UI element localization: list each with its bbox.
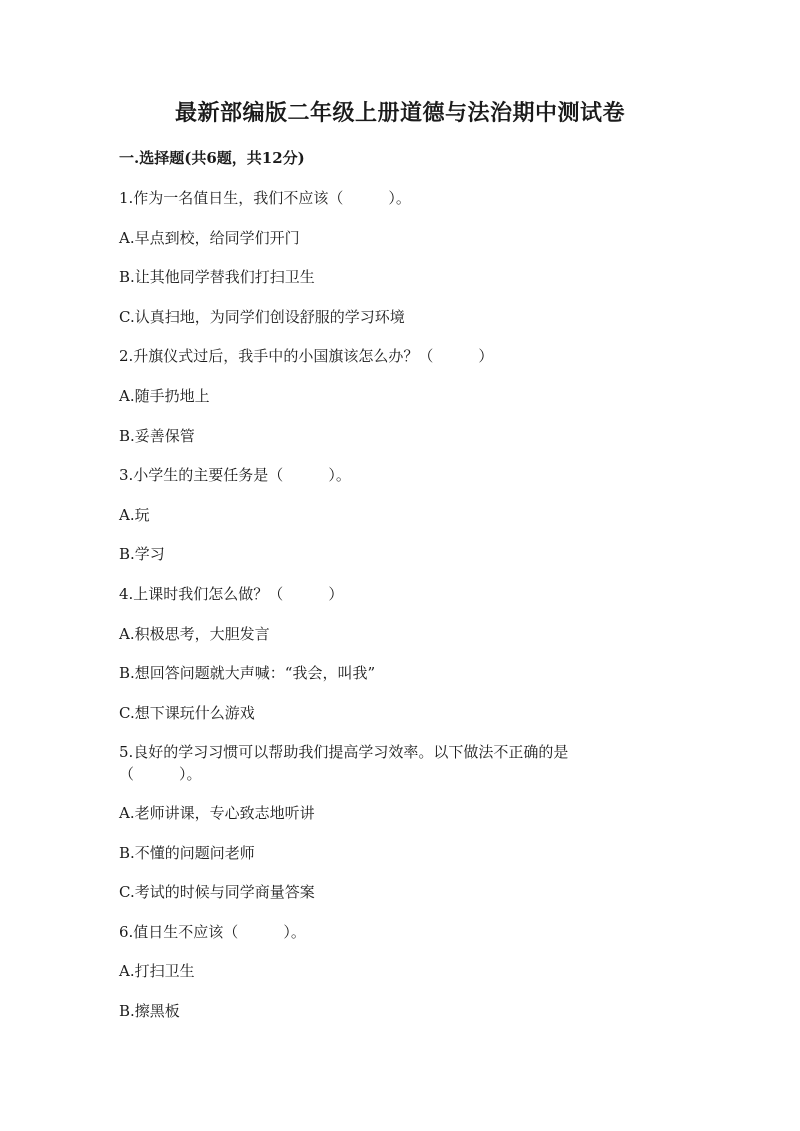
question-3-option-b: B.学习 — [119, 545, 165, 563]
question-stem-3: 3.小学生的主要任务是（ ）。 — [119, 466, 351, 484]
question-5-option-c: C.考试的时候与同学商量答案 — [119, 883, 315, 901]
question-6-option-b: B.擦黑板 — [119, 1002, 180, 1020]
section-heading: 一.选择题(共6题，共12分) — [119, 149, 305, 167]
question-4-option-b: B.想回答问题就大声喊：“我会，叫我” — [119, 664, 376, 682]
question-5-option-b: B.不懂的问题问老师 — [119, 844, 255, 862]
question-stem-2: 2.升旗仪式过后，我手中的小国旗该怎么办？（ ） — [119, 347, 494, 365]
question-2-option-b: B.妥善保管 — [119, 427, 195, 445]
question-stem-1: 1.作为一名值日生，我们不应该（ ）。 — [119, 189, 411, 207]
question-1-option-c: C.认真扫地，为同学们创设舒服的学习环境 — [119, 308, 405, 326]
page-title: 最新部编版二年级上册道德与法治期中测试卷 — [174, 100, 625, 126]
question-2-option-a: A.随手扔地上 — [119, 387, 210, 405]
question-3-option-a: A.玩 — [119, 506, 150, 524]
question-stem-6: 6.值日生不应该（ ）。 — [119, 923, 306, 941]
question-5-option-a: A.老师讲课，专心致志地听讲 — [119, 804, 315, 822]
question-4-option-a: A.积极思考，大胆发言 — [119, 625, 270, 643]
question-1-option-b: B.让其他同学替我们打扫卫生 — [119, 268, 315, 286]
question-1-option-a: A.早点到校，给同学们开门 — [119, 229, 300, 247]
question-6-option-a: A.打扫卫生 — [119, 962, 195, 980]
question-stem-4: 4.上课时我们怎么做？（ ） — [119, 585, 344, 603]
question-4-option-c: C.想下课玩什么游戏 — [119, 704, 255, 722]
question-stem-5: 5.良好的学习习惯可以帮助我们提高学习效率。以下做法不正确的是（ ）。 — [119, 743, 569, 783]
